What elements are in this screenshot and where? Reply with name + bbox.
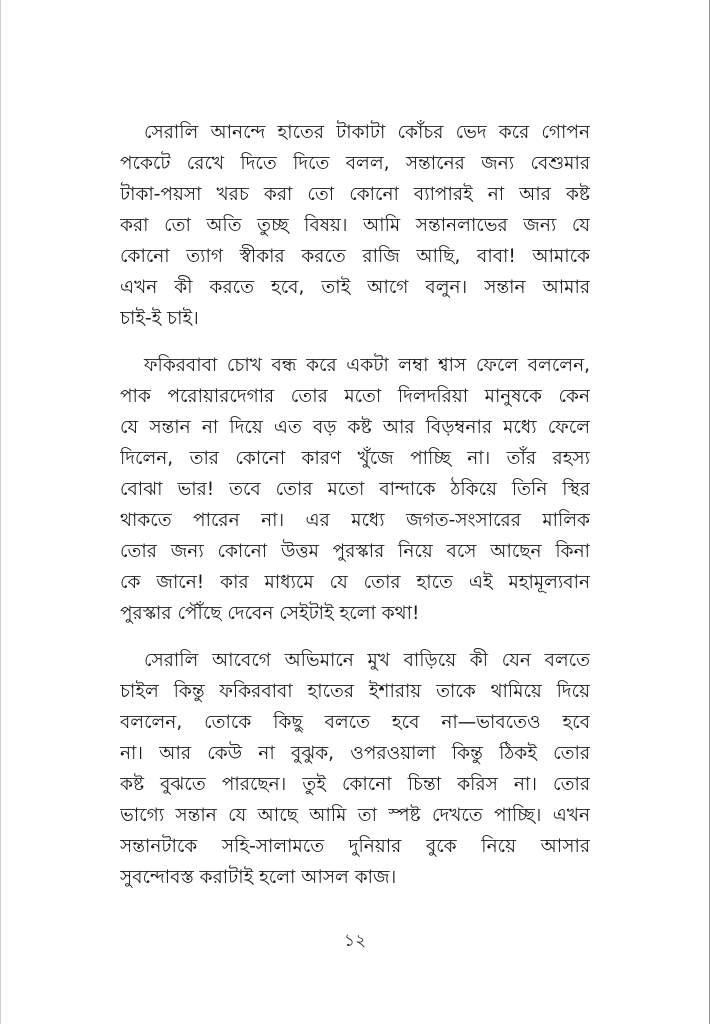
text-line: ফকিরবাবা চোখ বন্ধ করে একটা লম্বা শ্বাস ফেলে বললেন, — [144, 355, 590, 376]
text-line: সন্তানটাকে সহি-সালামতে দুনিয়ার বুকে নিয়ে আসার — [120, 836, 590, 857]
text-line: সেরালি আনন্দে হাতের টাকাটা কোঁচর ভেদ করে গোপন — [144, 122, 590, 143]
text-line: পকেটে রেখে দিতে দিতে বলল, সন্তানের জন্য বেশুমার — [120, 153, 590, 174]
text-line: সেরালি আবেগে অভিমানে মুখ বাড়িয়ে কী যেন বলতে — [144, 650, 590, 671]
text-line: পাক পরোয়ারদেগার তোর মতো দিলদরিয়া মানুষকে কেন — [120, 386, 590, 407]
text-line: বললেন, তোকে কিছু বলতে হবে না—ভাবতেও হবে — [120, 712, 590, 733]
paragraph-3 — [120, 645, 590, 893]
text-line: তোর জন্য কোনো উত্তম পুরস্কার নিয়ে বসে আছেন কিনা — [120, 541, 590, 562]
body-text — [120, 117, 590, 909]
text-line: বোঝা ভার! তবে তোর মতো বান্দাকে ঠকিয়ে তিনি স্থির — [120, 479, 590, 500]
text-line: টাকা-পয়সা খরচ করা তো কোনো ব্যাপারই না আর কষ্ট — [120, 184, 590, 205]
text-line: কষ্ট বুঝতে পারছেন। তুই কোনো চিন্তা করিস না। তোর — [120, 774, 590, 795]
text-line: করা তো অতি তুচ্ছ বিষয়। আমি সন্তানলাভের জন্য যে — [120, 215, 590, 236]
text-line: না। আর কেউ না বুঝুক, ওপরওয়ালা কিন্তু ঠিকই তোর — [120, 743, 590, 764]
text-line: যে সন্তান না দিয়ে এত বড় কষ্ট আর বিড়ম্বনার মধ্যে ফেলে — [120, 417, 590, 438]
text-line: পুরস্কার পৌঁছে দেবেন সেইটাই হলো কথা! — [120, 603, 420, 624]
text-line: কে জানে! কার মাধ্যমে যে তোর হাতে এই মহামূল্যবান — [120, 572, 590, 593]
text-line: থাকতে পারেন না। এর মধ্যে জগত-সংসারের মালিক — [120, 510, 590, 531]
text-line: ভাগ্যে সন্তান যে আছে আমি তা স্পষ্ট দেখতে পাচ্ছি। এখন — [120, 805, 590, 826]
text-line: সুবন্দোবস্ত করাটাই হলো আসল কাজ। — [120, 867, 397, 888]
paragraph-2 — [120, 350, 590, 629]
text-line: চাইল কিন্তু ফকিরবাবা হাতের ইশারায় তাকে থামিয়ে দিয়ে — [120, 681, 590, 702]
text-line: দিলেন, তার কোনো কারণ খুঁজে পাচ্ছি না। তাঁর রহস্য — [120, 448, 590, 469]
page-number: ১২ — [343, 931, 367, 951]
text-line: চাই-ই চাই। — [120, 308, 199, 329]
paragraph-1 — [120, 117, 590, 334]
text-line: কোনো ত্যাগ স্বীকার করতে রাজি আছি, বাবা! আমাকে — [120, 246, 590, 267]
text-line: এখন কী করতে হবে, তাই আগে বলুন। সন্তান আমার — [120, 277, 590, 298]
